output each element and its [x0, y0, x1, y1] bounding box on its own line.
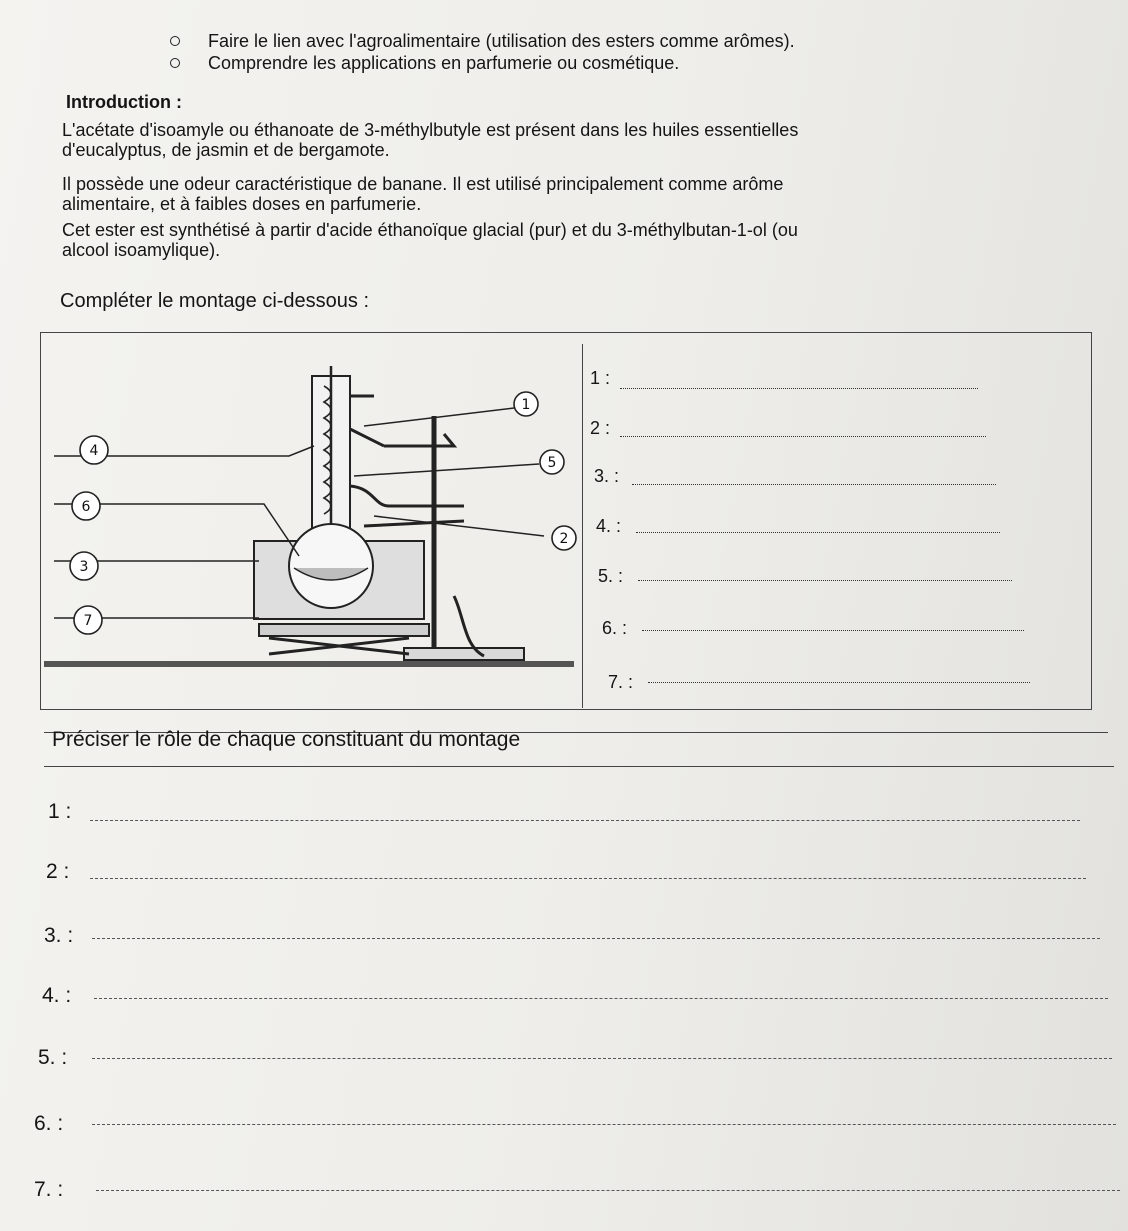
objective-item — [170, 52, 930, 74]
pointer-1 — [364, 408, 514, 426]
role-label-2: 2 : — [46, 860, 70, 883]
pointer-5 — [354, 464, 539, 476]
role-answer-line-2[interactable] — [90, 878, 1086, 879]
marker-2: 2 — [559, 531, 569, 547]
role-answer-line-3[interactable] — [92, 938, 1100, 939]
role-label-4: 4. : — [42, 984, 72, 1007]
intro-paragraph-1-line-1: L'acétate d'isoamyle ou éthanoate de 3-méthylbutyle est présent dans les huiles essentielles — [62, 120, 799, 140]
role-label-5: 5. : — [38, 1046, 68, 1069]
answer-label-5: 5. : — [598, 566, 624, 586]
role-label-3: 3. : — [44, 924, 74, 947]
role-answer-line-1[interactable] — [90, 820, 1080, 821]
objective-text: Comprendre les applications en parfumerie ou cosmétique. — [208, 53, 680, 73]
reflux-apparatus-diagram — [44, 356, 584, 680]
marker-1: 1 — [521, 397, 531, 413]
lab-jack-top — [259, 624, 429, 636]
round-bottom-flask — [289, 524, 373, 608]
role-label-1: 1 : — [48, 800, 72, 823]
marker-7: 7 — [83, 613, 93, 629]
answer-label-4: 4. : — [596, 516, 622, 536]
marker-3: 3 — [79, 559, 89, 575]
role-answer-line-6[interactable] — [92, 1124, 1116, 1125]
role-answer-line-5[interactable] — [92, 1058, 1112, 1059]
answer-line-6[interactable] — [642, 630, 1024, 631]
role-answer-line-4[interactable] — [94, 998, 1108, 999]
objective-item — [170, 30, 930, 52]
role-label-6: 6. : — [34, 1112, 64, 1135]
intro-paragraph-1-line-2: d'eucalyptus, de jasmin et de bergamote. — [62, 140, 390, 160]
upper-clamp — [344, 426, 454, 446]
role-answer-line-7[interactable] — [96, 1190, 1120, 1191]
lab-jack-scissor — [269, 638, 409, 654]
answer-line-1[interactable] — [620, 388, 978, 389]
marker-6: 6 — [81, 499, 91, 515]
instruction-text: Compléter le montage ci-dessous : — [60, 290, 370, 312]
roles-header-rule — [44, 766, 1114, 767]
role-label-7: 7. : — [34, 1178, 64, 1201]
answer-label-6: 6. : — [602, 618, 628, 638]
answer-label-2: 2 : — [590, 418, 611, 438]
answer-line-3[interactable] — [632, 484, 996, 485]
answer-label-7: 7. : — [608, 672, 634, 692]
objective-text: Faire le lien avec l'agroalimentaire (utilisation des esters comme arômes). — [208, 31, 795, 51]
intro-paragraph-2-line-1: Il possède une odeur caractéristique de banane. Il est utilisé principalement comme arôme — [62, 174, 784, 194]
objectives-list — [170, 30, 930, 74]
answer-label-1: 1 : — [590, 368, 611, 388]
pointer-2 — [374, 516, 544, 536]
marker-5: 5 — [547, 455, 557, 471]
answer-line-2[interactable] — [620, 436, 986, 437]
marker-4: 4 — [89, 443, 99, 459]
answer-label-3: 3. : — [594, 466, 620, 486]
stand-base — [404, 648, 524, 660]
answer-line-7[interactable] — [648, 682, 1030, 683]
introduction-title: Introduction : — [66, 92, 182, 112]
intro-paragraph-3-line-1: Cet ester est synthétisé à partir d'acide éthanoïque glacial (pur) et du 3-méthylbutan-1-ol (ou — [62, 220, 798, 240]
bullet-icon — [170, 58, 180, 68]
bullet-icon — [170, 36, 180, 46]
water-inlet — [350, 486, 464, 506]
intro-paragraph-3-line-2: alcool isoamylique). — [62, 240, 221, 260]
roles-section-title: Préciser le rôle de chaque constituant du montage — [52, 728, 521, 751]
answer-line-4[interactable] — [636, 532, 1000, 533]
answer-line-5[interactable] — [638, 580, 1012, 581]
intro-paragraph-2-line-2: alimentaire, et à faibles doses en parfumerie. — [62, 194, 422, 214]
